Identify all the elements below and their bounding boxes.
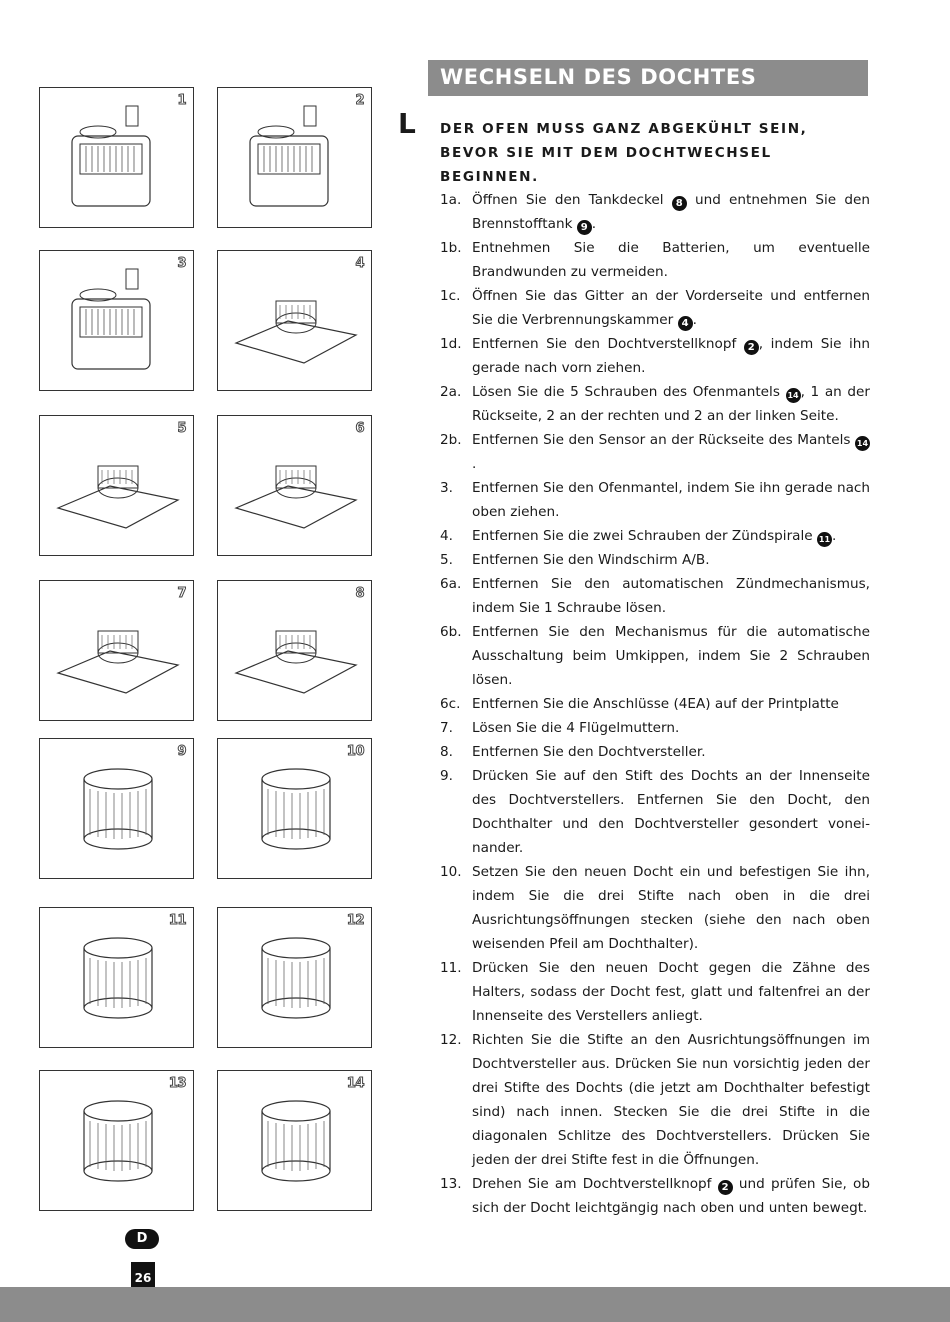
step-number: 11. (440, 960, 462, 976)
step-text: Entfernen Sie die Anschlüsse (4EA) auf der Printplatte (472, 696, 839, 712)
step-number: 1a. (440, 192, 462, 208)
instruction-step (440, 620, 870, 692)
step-text: Lösen Sie die 4 Flügelmuttern. (472, 720, 680, 736)
figure-illustration (218, 1071, 372, 1211)
figure-illustration (218, 581, 372, 721)
figure-illustration (218, 251, 372, 391)
figure-illustration (40, 908, 194, 1048)
part-number-badge: 4 (678, 316, 693, 331)
step-number: 9. (440, 768, 453, 784)
step-text: Entnehmen Sie die Batterien, um eventuelle Brandwunden zu vermeiden. (472, 240, 870, 280)
instruction-step (440, 1172, 870, 1220)
step-number: 13. (440, 1176, 462, 1192)
figure-7 (39, 580, 194, 721)
step-number: 6c. (440, 696, 461, 712)
step-number: 6a. (440, 576, 462, 592)
step-text: Drücken Sie auf den Stift des Dochts an der Innenseite des Dochtverstellers. Entfernen Sie den Docht, den Dochthalter und den Dochtversteller gesondert voneinander. (472, 768, 870, 856)
step-text: Entfernen Sie den Windschirm A/B. (472, 552, 710, 568)
warning-text: DER OFEN MUSS GANZ ABGEKÜHLT SEIN, BEVOR SIE MIT DEM DOCHTWECHSEL BEGINNEN. (440, 121, 808, 185)
instruction-step (440, 956, 870, 1028)
instruction-step (440, 548, 870, 572)
step-number: 7. (440, 720, 453, 736)
figure-8 (217, 580, 372, 721)
figure-14 (217, 1070, 372, 1211)
step-text: Lösen Sie die 5 Schrauben des Ofenmantels 14 , 1 an der Rückseite, 2 an der rechten und 2 an der linken Seite. (472, 384, 870, 424)
section-title: WECHSELN DES DOCHTES (440, 65, 757, 89)
figure-number: 9 (177, 744, 186, 759)
figure-illustration (40, 581, 194, 721)
figure-11 (39, 907, 194, 1048)
instruction-step (440, 188, 870, 236)
instruction-step (440, 236, 870, 284)
step-text: Entfernen Sie die zwei Schrauben der Zündspirale 11 . (472, 524, 870, 548)
instruction-step (440, 692, 870, 716)
figure-6 (217, 415, 372, 556)
part-number-badge: 11 (817, 532, 832, 547)
part-number-badge: 14 (786, 388, 801, 403)
instruction-step (440, 716, 870, 740)
figure-illustration (218, 739, 372, 879)
section-letter: L (398, 107, 416, 140)
figure-5 (39, 415, 194, 556)
step-number: 10. (440, 864, 462, 880)
step-text: Drücken Sie den neuen Docht gegen die Zähne des Halters, sodass der Docht fest, glatt und faltenfrei an der Innenseite des Verstellers anliegt. (472, 960, 870, 1024)
figure-number: 5 (177, 421, 186, 436)
step-number: 1d. (440, 336, 462, 352)
figure-number: 1 (177, 93, 186, 108)
figure-number: 13 (168, 1076, 186, 1091)
footer-bar (0, 1287, 950, 1322)
part-number-badge: 9 (577, 220, 592, 235)
step-number: 1c. (440, 288, 461, 304)
step-number: 1b. (440, 240, 462, 256)
instruction-step (440, 740, 870, 764)
figure-number: 6 (355, 421, 364, 436)
step-text: Entfernen Sie den Dochtversteller. (472, 744, 706, 760)
instruction-step (440, 764, 870, 860)
instruction-step (440, 428, 870, 476)
figure-illustration (218, 88, 372, 228)
step-number: 2b. (440, 432, 462, 448)
part-number-badge: 14 (855, 436, 870, 451)
figure-10 (217, 738, 372, 879)
step-number: 3. (440, 480, 453, 496)
step-text: Drehen Sie am Dochtverstellknopf 2 und prüfen Sie, ob sich der Docht leichtgängig nach oben und unten bewegt. (472, 1176, 870, 1216)
instruction-step (440, 380, 870, 428)
figure-4 (217, 250, 372, 391)
step-text: Entfernen Sie den Ofenmantel, indem Sie ihn gerade nach oben ziehen. (472, 480, 870, 520)
figure-illustration (40, 1071, 194, 1211)
figure-number: 3 (177, 256, 186, 271)
instruction-step (440, 332, 870, 380)
step-text: Öffnen Sie das Gitter an der Vorderseite und entfernen Sie die Verbrennungskammer 4 . (472, 288, 870, 329)
figure-number: 12 (346, 913, 364, 928)
figure-number: 11 (168, 913, 186, 928)
instruction-step (440, 476, 870, 524)
instruction-step (440, 572, 870, 620)
page-number: 26 (134, 1271, 152, 1285)
step-text: Setzen Sie den neuen Docht ein und befestigen Sie ihn, indem Sie die drei Stifte nach oben in die drei Ausrichtungsöffnungen stecken (siehe den nach oben weisenden Pfeil am Dochthalter). (472, 864, 870, 952)
figure-illustration (40, 739, 194, 879)
part-number-badge: 8 (672, 196, 687, 211)
figure-number: 4 (355, 256, 364, 271)
figure-12 (217, 907, 372, 1048)
instruction-step (440, 284, 870, 332)
step-number: 5. (440, 552, 453, 568)
instruction-step (440, 860, 870, 956)
step-text: Öffnen Sie den Tankdeckel 8 und entnehmen Sie den Brennstofftank 9 . (472, 192, 870, 233)
step-number: 12. (440, 1032, 462, 1048)
step-text: Entfernen Sie den Mechanismus für die automatische Ausschaltung beim Umkippen, indem Sie 2 Schrauben lösen. (472, 624, 870, 688)
figure-number: 7 (177, 586, 186, 601)
figure-9 (39, 738, 194, 879)
figure-illustration (40, 416, 194, 556)
instruction-step (440, 1028, 870, 1172)
figure-1 (39, 87, 194, 228)
figure-illustration (218, 908, 372, 1048)
step-number: 4. (440, 528, 453, 544)
step-text: Entfernen Sie den Sensor an der Rückseite des Mantels 14. (472, 432, 869, 472)
figure-illustration (218, 416, 372, 556)
step-number: 2a. (440, 384, 462, 400)
part-number-badge: 2 (744, 340, 759, 355)
language-badge: D (125, 1229, 159, 1249)
figure-number: 14 (346, 1076, 364, 1091)
step-text: Entfernen Sie den automatischen Zündmechanismus, indem Sie 1 Schraube lösen. (472, 576, 870, 616)
figure-number: 2 (355, 93, 364, 108)
step-text: Richten Sie die Stifte an den Ausrichtungsöffnungen im Dochtversteller aus. Drücken Sie nun vorsichtig jeden der drei Stifte des Dochts (die jetzt am Dochthalter befestigt sind) nach innen. Stecken Sie die drei Stifte in die diagonalen Schlitze des Dochtverstellers. Drücken Sie jeden der drei Stifte fest in die Öffnungen. (472, 1032, 870, 1168)
part-number-badge: 2 (718, 1180, 733, 1195)
figure-number: 8 (355, 586, 364, 601)
figure-13 (39, 1070, 194, 1211)
figure-2 (217, 87, 372, 228)
figure-3 (39, 250, 194, 391)
step-text: Entfernen Sie den Dochtverstellknopf 2 , indem Sie ihn gerade nach vorn ziehen. (472, 336, 870, 376)
step-number: 8. (440, 744, 453, 760)
figure-number: 10 (346, 744, 364, 759)
step-number: 6b. (440, 624, 462, 640)
instruction-step (440, 524, 870, 548)
figure-illustration (40, 251, 194, 391)
instruction-steps (440, 188, 870, 1220)
figure-illustration (40, 88, 194, 228)
section-header-bar (428, 60, 868, 96)
